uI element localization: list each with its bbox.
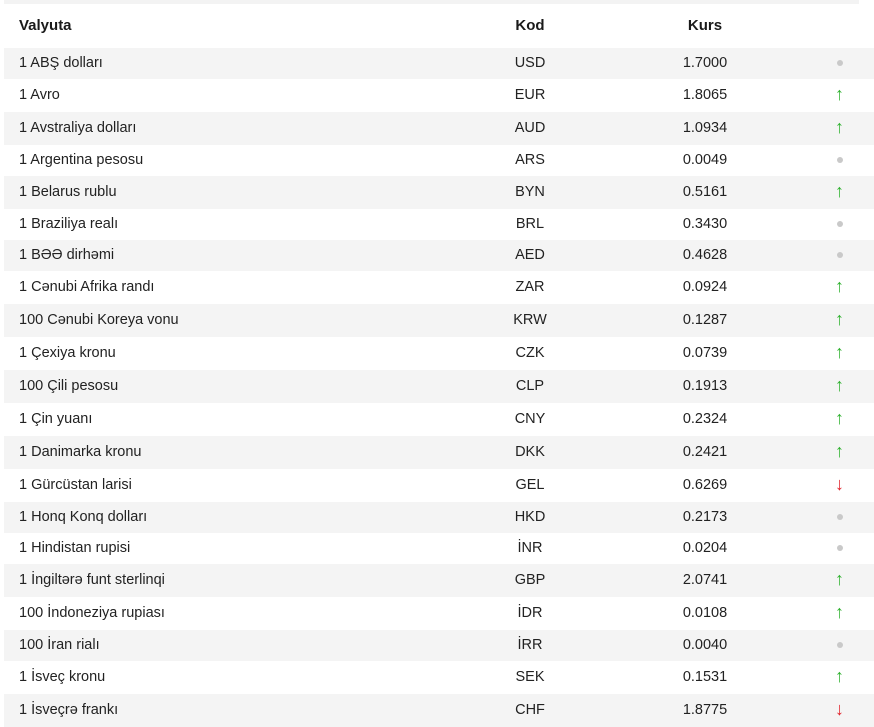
currency-name: 1 Danimarka kronu [19,444,142,460]
trend-cell [805,209,874,240]
table-row [4,597,874,630]
arrow-up-icon: ↑ [835,569,844,589]
header-rate: Kurs [605,4,805,48]
unchanged-dot-icon [837,642,843,648]
currency-code: GBP [514,572,546,588]
table-row [4,112,874,145]
exchange-rate: 0.1913 [682,378,728,394]
currency-code: KRW [513,312,547,328]
table-row [4,502,874,533]
currency-name: 1 Gürcüstan larisi [19,477,132,493]
exchange-rate: 1.8775 [682,702,728,718]
currency-code: CNY [514,411,546,427]
trend-cell [805,502,874,533]
arrow-up-icon: ↑ [835,117,844,137]
arrow-up-icon: ↑ [835,666,844,686]
currency-code: HKD [514,509,546,525]
trend-cell [805,469,874,502]
currency-name: 1 Braziliya realı [19,216,119,232]
table-body [4,48,874,727]
currency-code: SEK [515,669,545,685]
arrow-up-icon: ↑ [835,441,844,461]
currency-name: 1 İsveç kronu [19,669,106,685]
currency-name: 1 Cənubi Afrika randı [19,279,155,295]
exchange-rate: 0.0739 [682,345,728,361]
table-row [4,436,874,469]
arrow-up-icon: ↑ [835,342,844,362]
exchange-rate: 0.0049 [682,152,728,168]
arrow-down-icon: ↓ [835,474,844,494]
currency-name: 100 Çili pesosu [19,378,119,394]
table-row [4,304,874,337]
table-row [4,630,874,661]
exchange-rate: 0.0204 [682,540,728,556]
currency-code: ZAR [515,279,545,295]
currency-code: İDR [517,605,543,621]
currency-name: 1 Argentina pesosu [19,152,144,168]
arrow-up-icon: ↑ [835,375,844,395]
currency-name: 1 BƏƏ dirhəmi [19,247,115,263]
currency-name: 1 Belarus rublu [19,184,117,200]
exchange-rate: 0.1531 [682,669,728,685]
exchange-rate: 0.0924 [682,279,728,295]
table-row [4,661,874,694]
exchange-rate: 1.0934 [682,120,728,136]
table-row [4,145,874,176]
currency-name: 1 Avro [19,87,60,103]
currency-code: AED [515,247,545,263]
arrow-up-icon: ↑ [835,84,844,104]
currency-code: CLP [515,378,545,394]
trend-cell [805,337,874,370]
currency-code: ARS [515,152,545,168]
currency-name: 1 İsveçrə frankı [19,702,119,718]
currency-code: DKK [515,444,545,460]
arrow-up-icon: ↑ [835,276,844,296]
table-header [4,4,874,48]
currency-code: İNR [517,540,543,556]
currency-code: BYN [515,184,545,200]
trend-cell [805,694,874,727]
exchange-rate: 0.1287 [682,312,728,328]
exchange-rate: 0.0040 [682,637,728,653]
exchange-rate: 0.2324 [682,411,728,427]
table-row [4,564,874,597]
table-row [4,694,874,727]
header-trend [805,4,874,48]
currency-name: 1 Honq Konq dolları [19,509,148,525]
trend-cell [805,436,874,469]
trend-cell [805,370,874,403]
currency-name: 100 İran rialı [19,637,100,653]
unchanged-dot-icon [837,514,843,520]
currency-code: GEL [515,477,545,493]
currency-name: 1 Çin yuanı [19,411,93,427]
currency-name: 1 İngiltərə funt sterlinqi [19,572,165,588]
unchanged-dot-icon [837,157,843,163]
table-row [4,469,874,502]
trend-cell [805,533,874,564]
exchange-rate: 0.2421 [682,444,728,460]
trend-cell [805,271,874,304]
table-row [4,48,874,79]
trend-cell [805,48,874,79]
currency-code: AUD [514,120,546,136]
exchange-rate: 1.8065 [682,87,728,103]
exchange-rate: 0.4628 [682,247,728,263]
trend-cell [805,145,874,176]
unchanged-dot-icon [837,221,843,227]
currency-code: USD [514,55,546,71]
currency-name: 1 Hindistan rupisi [19,540,131,556]
trend-cell [805,112,874,145]
exchange-rate: 2.0741 [682,572,728,588]
arrow-up-icon: ↑ [835,181,844,201]
exchange-rate: 0.6269 [682,477,728,493]
arrow-up-icon: ↑ [835,602,844,622]
currency-code: EUR [514,87,546,103]
table-row [4,271,874,304]
table-row [4,533,874,564]
table-row [4,403,874,436]
unchanged-dot-icon [837,545,843,551]
exchange-rate: 0.3430 [682,216,728,232]
currency-code: BRL [515,216,545,232]
unchanged-dot-icon [837,252,843,258]
trend-cell [805,597,874,630]
trend-cell [805,304,874,337]
table-row [4,240,874,271]
table-row [4,176,874,209]
trend-cell [805,661,874,694]
currency-name: 1 Çexiya kronu [19,345,116,361]
currency-rates-table [4,4,874,727]
arrow-down-icon: ↓ [835,699,844,719]
currency-code: CZK [515,345,545,361]
currency-code: CHF [515,702,545,718]
header-row [4,4,874,48]
header-code: Kod [455,4,605,48]
trend-cell [805,79,874,112]
unchanged-dot-icon [837,60,843,66]
currency-code: İRR [517,637,543,653]
currency-name: 100 İndoneziya rupiası [19,605,165,621]
header-currency: Valyuta [4,4,455,48]
currency-name: 1 Avstraliya dolları [19,120,137,136]
table-row [4,337,874,370]
table-row [4,370,874,403]
exchange-rate: 1.7000 [682,55,728,71]
exchange-rate: 0.2173 [682,509,728,525]
trend-cell [805,403,874,436]
table-row [4,209,874,240]
trend-cell [805,240,874,271]
trend-cell [805,630,874,661]
currency-name: 100 Cənubi Koreya vonu [19,312,179,328]
arrow-up-icon: ↑ [835,408,844,428]
table-row [4,79,874,112]
exchange-rate: 0.0108 [682,605,728,621]
arrow-up-icon: ↑ [835,309,844,329]
trend-cell [805,564,874,597]
trend-cell [805,176,874,209]
exchange-rate: 0.5161 [682,184,728,200]
currency-name: 1 ABŞ dolları [19,55,103,71]
